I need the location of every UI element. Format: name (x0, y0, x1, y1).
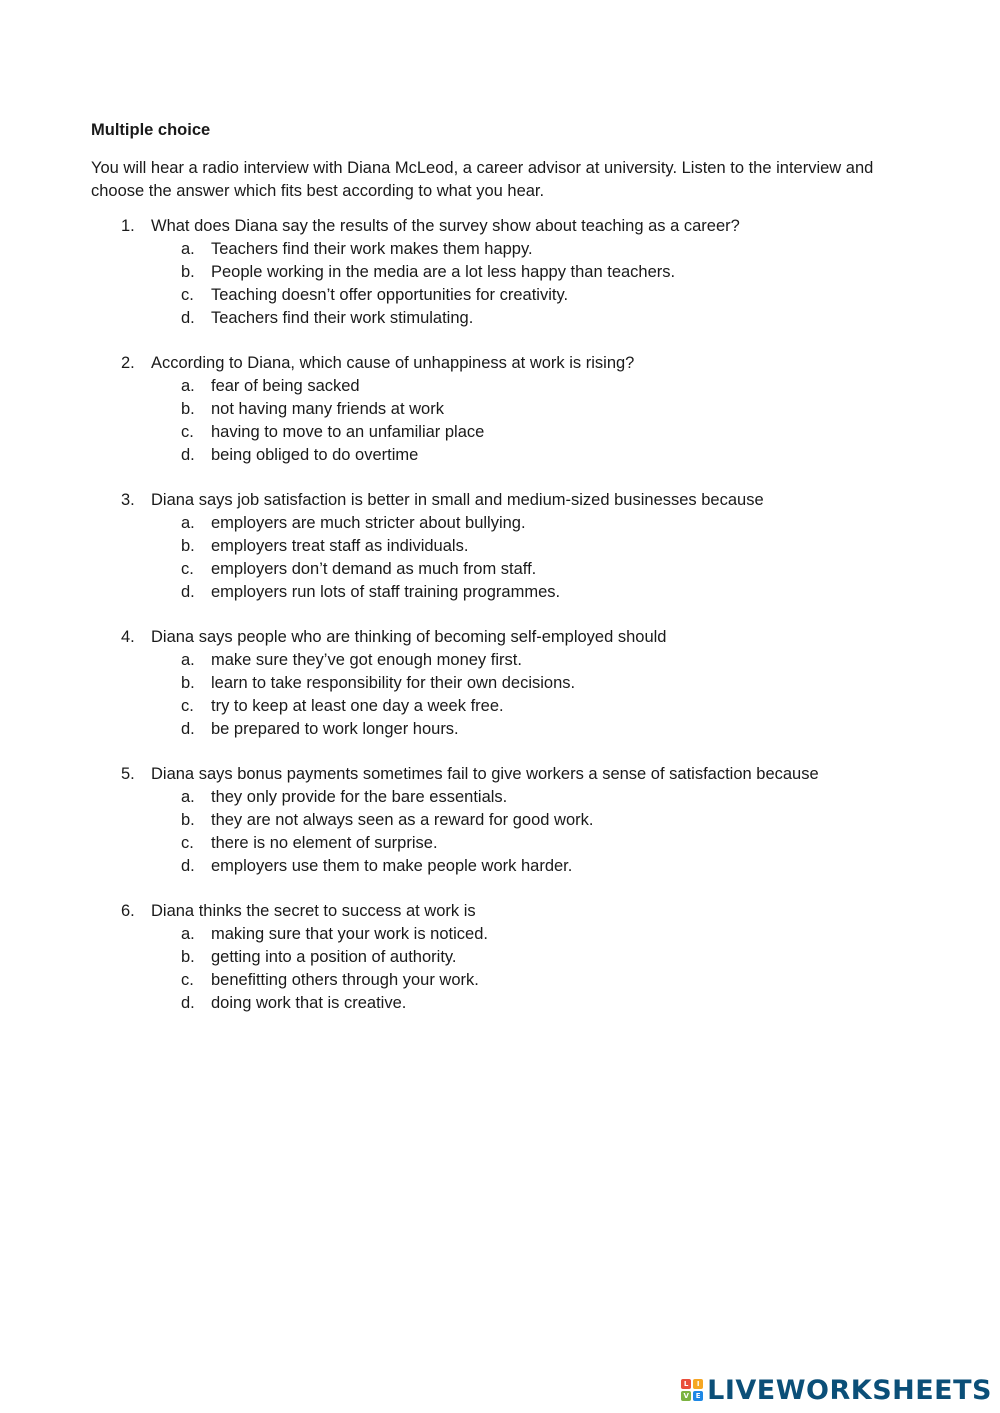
option-text: being obliged to do overtime (211, 446, 419, 464)
question-item (0, 489, 1000, 604)
option-text: getting into a position of authority. (211, 948, 457, 966)
answer-option[interactable] (0, 969, 1000, 992)
answer-option[interactable] (0, 581, 1000, 604)
option-text: learn to take responsibility for their own decisions. (211, 674, 576, 692)
question-text: What does Diana say the results of the survey show about teaching as a career? (151, 217, 740, 235)
question-number: 2. (121, 354, 135, 372)
option-list (0, 649, 1000, 741)
option-letter: b. (181, 263, 195, 281)
option-letter: d. (181, 994, 195, 1012)
answer-option[interactable] (0, 855, 1000, 878)
option-list (0, 786, 1000, 878)
option-letter: c. (181, 286, 194, 304)
option-letter: c. (181, 423, 194, 441)
question-number: 5. (121, 765, 135, 783)
answer-option[interactable] (0, 946, 1000, 969)
option-text: try to keep at least one day a week free. (211, 697, 504, 715)
question-item (0, 763, 1000, 878)
answer-option[interactable] (0, 923, 1000, 946)
answer-option[interactable] (0, 238, 1000, 261)
option-list (0, 238, 1000, 330)
option-text: they are not always seen as a reward for good work. (211, 811, 594, 829)
logo-text: LIVEWORKSHEETS (707, 1374, 992, 1406)
option-text: not having many friends at work (211, 400, 444, 418)
question-number: 3. (121, 491, 135, 509)
option-letter: c. (181, 697, 194, 715)
option-text: employers are much stricter about bullying. (211, 514, 526, 532)
logo-mark-tile: E (693, 1391, 703, 1401)
question-number: 6. (121, 902, 135, 920)
answer-option[interactable] (0, 307, 1000, 330)
logo-mark-tile: V (681, 1391, 691, 1401)
option-text: make sure they’ve got enough money first. (211, 651, 522, 669)
option-letter: d. (181, 857, 195, 875)
answer-option[interactable] (0, 718, 1000, 741)
answer-option[interactable] (0, 992, 1000, 1015)
answer-option[interactable] (0, 512, 1000, 535)
answer-option[interactable] (0, 786, 1000, 809)
option-letter: a. (181, 788, 195, 806)
option-letter: a. (181, 651, 195, 669)
logo-mark-tile: L (681, 1379, 691, 1389)
option-text: employers don’t demand as much from staff. (211, 560, 537, 578)
option-text: People working in the media are a lot less happy than teachers. (211, 263, 676, 281)
question-list (0, 215, 1000, 1037)
question-text: According to Diana, which cause of unhappiness at work is rising? (151, 354, 635, 372)
option-letter: d. (181, 720, 195, 738)
option-text: they only provide for the bare essentials. (211, 788, 508, 806)
option-letter: d. (181, 583, 195, 601)
option-letter: c. (181, 971, 194, 989)
answer-option[interactable] (0, 535, 1000, 558)
option-text: doing work that is creative. (211, 994, 407, 1012)
option-letter: a. (181, 925, 195, 943)
answer-option[interactable] (0, 558, 1000, 581)
option-letter: b. (181, 537, 195, 555)
option-letter: b. (181, 811, 195, 829)
option-text: employers use them to make people work harder. (211, 857, 573, 875)
option-text: Teachers find their work stimulating. (211, 309, 474, 327)
option-letter: c. (181, 560, 194, 578)
option-list (0, 923, 1000, 1015)
answer-option[interactable] (0, 444, 1000, 467)
option-text: be prepared to work longer hours. (211, 720, 459, 738)
question-text: Diana says job satisfaction is better in small and medium-sized businesses because (151, 491, 764, 509)
option-text: employers run lots of staff training programmes. (211, 583, 561, 601)
question-text: Diana thinks the secret to success at work is (151, 902, 476, 920)
option-text: there is no element of surprise. (211, 834, 438, 852)
option-letter: b. (181, 400, 195, 418)
question-text: Diana says people who are thinking of becoming self-employed should (151, 628, 667, 646)
question-item (0, 626, 1000, 741)
option-letter: d. (181, 309, 195, 327)
logo-mark-icon (681, 1379, 703, 1401)
answer-option[interactable] (0, 398, 1000, 421)
option-text: having to move to an unfamiliar place (211, 423, 485, 441)
answer-option[interactable] (0, 649, 1000, 672)
answer-option[interactable] (0, 809, 1000, 832)
question-item (0, 352, 1000, 467)
option-letter: c. (181, 834, 194, 852)
question-item (0, 900, 1000, 1015)
option-text: employers treat staff as individuals. (211, 537, 469, 555)
answer-option[interactable] (0, 421, 1000, 444)
option-text: Teaching doesn’t offer opportunities for creativity. (211, 286, 569, 304)
option-list (0, 512, 1000, 604)
question-item (0, 215, 1000, 330)
option-text: Teachers find their work makes them happy. (211, 240, 533, 258)
page-title: Multiple choice (91, 121, 211, 139)
option-text: benefitting others through your work. (211, 971, 479, 989)
option-letter: a. (181, 377, 195, 395)
option-letter: a. (181, 240, 195, 258)
answer-option[interactable] (0, 695, 1000, 718)
option-list (0, 375, 1000, 467)
option-letter: b. (181, 948, 195, 966)
answer-option[interactable] (0, 261, 1000, 284)
question-text: Diana says bonus payments sometimes fail to give workers a sense of satisfaction because (151, 765, 819, 783)
option-text: making sure that your work is noticed. (211, 925, 488, 943)
question-number: 1. (121, 217, 135, 235)
option-text: fear of being sacked (211, 377, 360, 395)
option-letter: a. (181, 514, 195, 532)
answer-option[interactable] (0, 284, 1000, 307)
logo-mark-tile: I (693, 1379, 703, 1389)
question-number: 4. (121, 628, 135, 646)
answer-option[interactable] (0, 672, 1000, 695)
liveworksheets-logo (681, 1373, 992, 1407)
option-letter: d. (181, 446, 195, 464)
option-letter: b. (181, 674, 195, 692)
answer-option[interactable] (0, 832, 1000, 855)
instructions-paragraph: You will hear a radio interview with Diana McLeod, a career advisor at university. Listen to the interview and choose the answer which fits best according to what you hear. (91, 159, 874, 200)
answer-option[interactable] (0, 375, 1000, 398)
